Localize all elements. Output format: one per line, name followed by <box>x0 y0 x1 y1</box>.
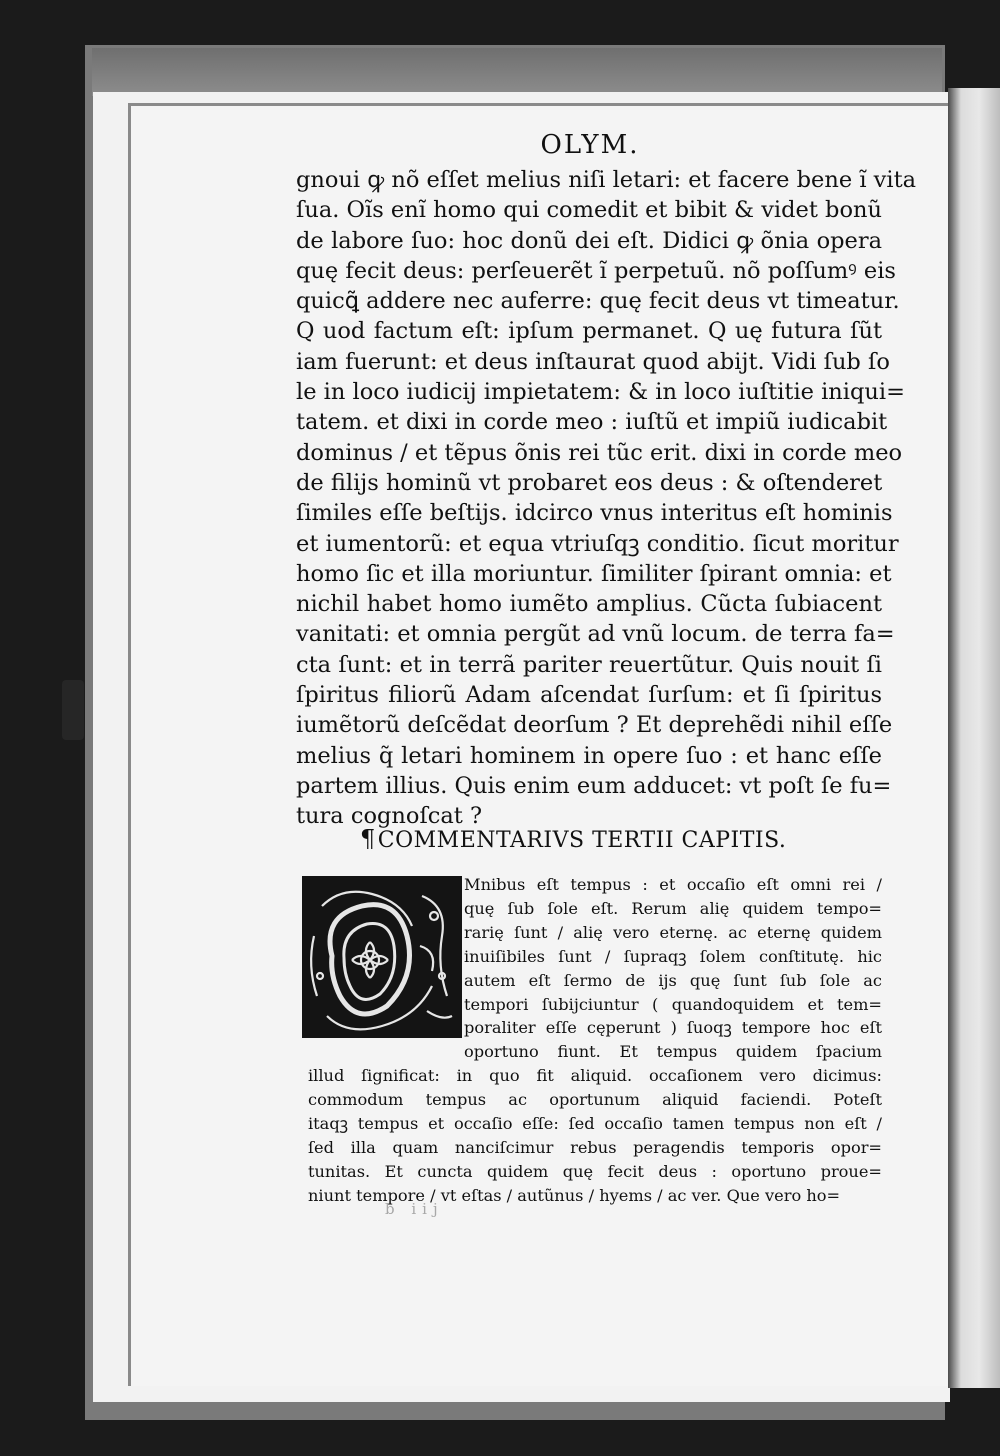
commentary-line: rarię ſunt / alię vero eternę. ac eternę quidem <box>464 922 882 942</box>
text-line: quicꝗ̃ addere nec auferre: quę fecit deus vt timeatur. <box>296 288 900 315</box>
commentary-line: autem eſt ſermo de ijs quę ſunt ſub ſole ac <box>464 970 882 990</box>
text-line: tura cognoſcat ? <box>296 803 483 830</box>
commentary-line: poraliter eſſe cęperunt ) ſuoqꝫ tempore hoc eſt <box>464 1018 882 1038</box>
text-line: homo ſic et illa moriuntur. ſimiliter ſpirant omnia: et <box>296 560 892 587</box>
commentary-line: itaqꝫ tempus et occaſio eſſe: ſed occaſio tamen tempus non eſt / <box>308 1114 882 1134</box>
commentary-line: Mnibus eſt tempus : et occaſio eſt omni rei / <box>464 875 882 894</box>
facing-page-edge <box>948 88 1000 1388</box>
commentary-line: commodum tempus ac oportunum aliquid faciendi. Poteſt <box>308 1090 882 1110</box>
commentary-line: niunt tempore / vt eſtas / autũnus / hyems / ac ver. Que vero ho= <box>308 1185 841 1205</box>
commentary-line: inuiſibiles ſunt / ſupraqꝫ ſolem conſtitutę. hic <box>464 946 882 966</box>
text-line: le in loco iudicij impietatem: & in loco iuſtitie iniqui= <box>296 379 905 406</box>
text-line: de labore ſuo: hoc donũ dei eſt. Didici ꝙ õnia opera <box>296 227 882 254</box>
commentary-line: illud ſignificat: in quo fit aliquid. occaſionem vero dicimus: <box>308 1066 882 1086</box>
commentary-line: oportuno fiunt. Et tempus quidem ſpacium <box>464 1042 882 1062</box>
commentary-line: tempori ſubijciuntur ( quandoquidem et tem= <box>464 994 882 1014</box>
text-line: de filijs hominũ vt probaret eos deus : & oſtenderet <box>296 469 883 496</box>
text-line: melius q̃ letari hominem in opere ſuo : et hanc eſſe <box>296 742 882 769</box>
text-line: iam fuerunt: et deus inſtaurat quod abijt. Vidi ſub ſo <box>296 348 890 375</box>
text-line: tatem. et dixi in corde meo : iuſtũ et impiũ iudicabit <box>296 409 888 436</box>
commentary-line: tunitas. Et cuncta quidem quę fecit deus : oportuno proue= <box>308 1161 882 1181</box>
text-line: ſua. Oĩs enĩ homo qui comedit et bibit & videt bonũ <box>296 197 882 224</box>
text-line: nichil habet homo iumẽto amplius. Cũcta ſubiacent <box>296 591 882 618</box>
pilcrow-icon: ¶ <box>360 825 376 853</box>
text-line: et iumentorũ: et equa vtriuſqꝫ conditio. ſicut moritur <box>296 530 899 557</box>
commentary-heading-text: COMMENTARIVS TERTII CAPITIS. <box>377 828 787 853</box>
commentary-text-block <box>300 873 882 1208</box>
text-line: ſpiritus filiorũ Adam aſcendat ſurſum: et ſi ſpiritus <box>296 682 882 709</box>
text-line: ſimiles eſſe beſtijs. idcirco vnus interitus eſt hominis <box>296 500 893 527</box>
commentary-line: quę ſub ſole eſt. Rerum alię quidem tempo= <box>464 898 882 918</box>
text-line: gnoui ꝙ nõ eſſet melius niſi letari: et facere bene ĩ vita <box>296 167 917 193</box>
clasp <box>62 680 84 740</box>
running-head: OLYM. <box>540 130 640 160</box>
book-top-edge <box>92 48 942 96</box>
text-line: iumẽtorũ deſcẽdat deorſum ? Et deprehẽdi nihil eſſe <box>296 712 893 739</box>
text-line: quę fecit deus: perſeuerẽt ĩ perpetuũ. nõ poſſumꝰ eis <box>296 257 896 284</box>
scripture-text-block <box>296 165 917 832</box>
text-line: partem illius. Quis enim eum adducet: vt poſt ſe fu= <box>296 772 892 799</box>
signature-mark: b iij <box>385 1200 444 1218</box>
text-line: dominus / et tẽpus õnis rei tũc erit. dixi in corde meo <box>296 439 903 466</box>
commentary-heading <box>360 825 880 853</box>
text-line: vanitati: et omnia pergũt ad vnũ locum. de terra fa= <box>296 621 895 648</box>
text-line: cta ſunt: et in terrã pariter reuertũtur. Quis nouit ſi <box>296 651 882 678</box>
commentary-line: ſed illa quam nanciſcimur rebus peragendis temporis opor= <box>308 1137 882 1157</box>
text-line: Q uod factum eſt: ipſum permanet. Q uę futura ſũt <box>296 318 882 345</box>
